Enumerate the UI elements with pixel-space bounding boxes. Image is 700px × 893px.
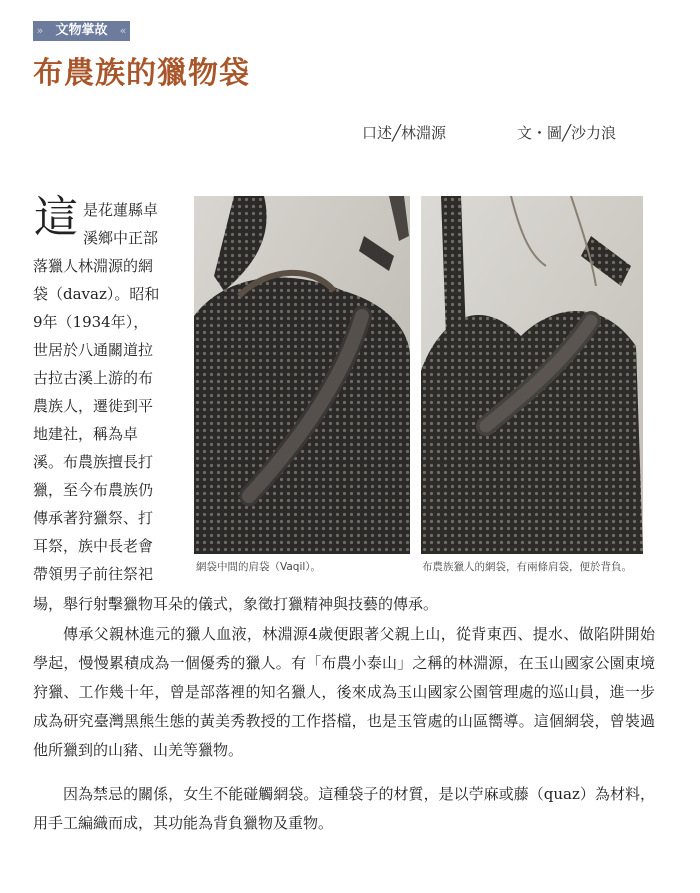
section-tag-label: 文物掌故 bbox=[55, 23, 108, 38]
photo-caption-left: 網袋中間的肩袋（Vaqil）。 bbox=[196, 561, 322, 573]
chevrons-left-icon: » bbox=[36, 24, 44, 37]
paragraph-3: 因為禁忌的關係，女生不能碰觸網袋。這種袋子的材質，是以苧麻或藤（quaz）為材料，用手工編織而成，其功能為背負獵物及重物。 bbox=[33, 785, 655, 832]
intro-line-1: 是花蓮縣卓 bbox=[83, 201, 159, 219]
paragraph-2: 傳承父親林進元的獵人血液，林淵源4歲便跟著父親上山，從背東西、提水、做陷阱開始學起，慢慢累積成為一個優秀的獵人。有「布農小泰山」之稱的林淵源，在玉山國家公園東境狩獵、工作幾十年，曾是部落裡的知名獵人，後來成為玉山國家公園管理處的巡山員，進一步成為研究臺灣黑熊生態的黃美秀教授的工作搭檔，也是玉管處的山區嚮導。這個網袋，曾裝過他所獵到的山豬、山羌等獵物。 bbox=[33, 625, 655, 759]
intro-line-9: 地建社，稱為卓 bbox=[33, 425, 139, 443]
intro-line-11: 獵，至今布農族仍 bbox=[33, 481, 154, 499]
photo-caption-right: 布農族獵人的網袋，有兩條肩袋，便於背負。 bbox=[422, 561, 632, 573]
intro-line-3: 落獵人林淵源的網 bbox=[33, 257, 154, 275]
intro-line-12: 傳承著狩獵祭、打 bbox=[33, 509, 154, 527]
intro-line-10: 溪。布農族擅長打 bbox=[33, 453, 154, 471]
intro-line-4: 袋（davaz）。昭和 bbox=[33, 285, 160, 303]
intro-line-5: 9年（1934年）， bbox=[33, 313, 149, 331]
intro-line-2: 溪鄉中正部 bbox=[83, 229, 159, 247]
intro-line-7: 古拉古溪上游的布 bbox=[33, 369, 154, 387]
photo-net-bag-two-straps bbox=[421, 196, 643, 554]
paragraph-1-end: 場，舉行射擊獵物耳朵的儀式，象徵打獵精神與技藝的傳承。 bbox=[33, 595, 439, 613]
byline-author: 文・圖╱沙力浪 bbox=[517, 124, 617, 142]
photo-net-bag-shoulder-strap bbox=[194, 196, 410, 554]
chevrons-right-icon: « bbox=[119, 24, 127, 37]
section-tag bbox=[33, 21, 130, 41]
byline-narrator: 口述╱林淵源 bbox=[362, 124, 447, 142]
intro-line-13: 耳祭，族中長老會 bbox=[33, 537, 154, 555]
drop-cap: 這 bbox=[34, 192, 78, 243]
intro-line-6: 世居於八通關道拉 bbox=[33, 341, 154, 359]
article-title: 布農族的獵物袋 bbox=[33, 56, 250, 91]
intro-line-8: 農族人，遷徙到平 bbox=[33, 397, 154, 415]
intro-line-14: 帶領男子前往祭祀 bbox=[33, 565, 154, 583]
